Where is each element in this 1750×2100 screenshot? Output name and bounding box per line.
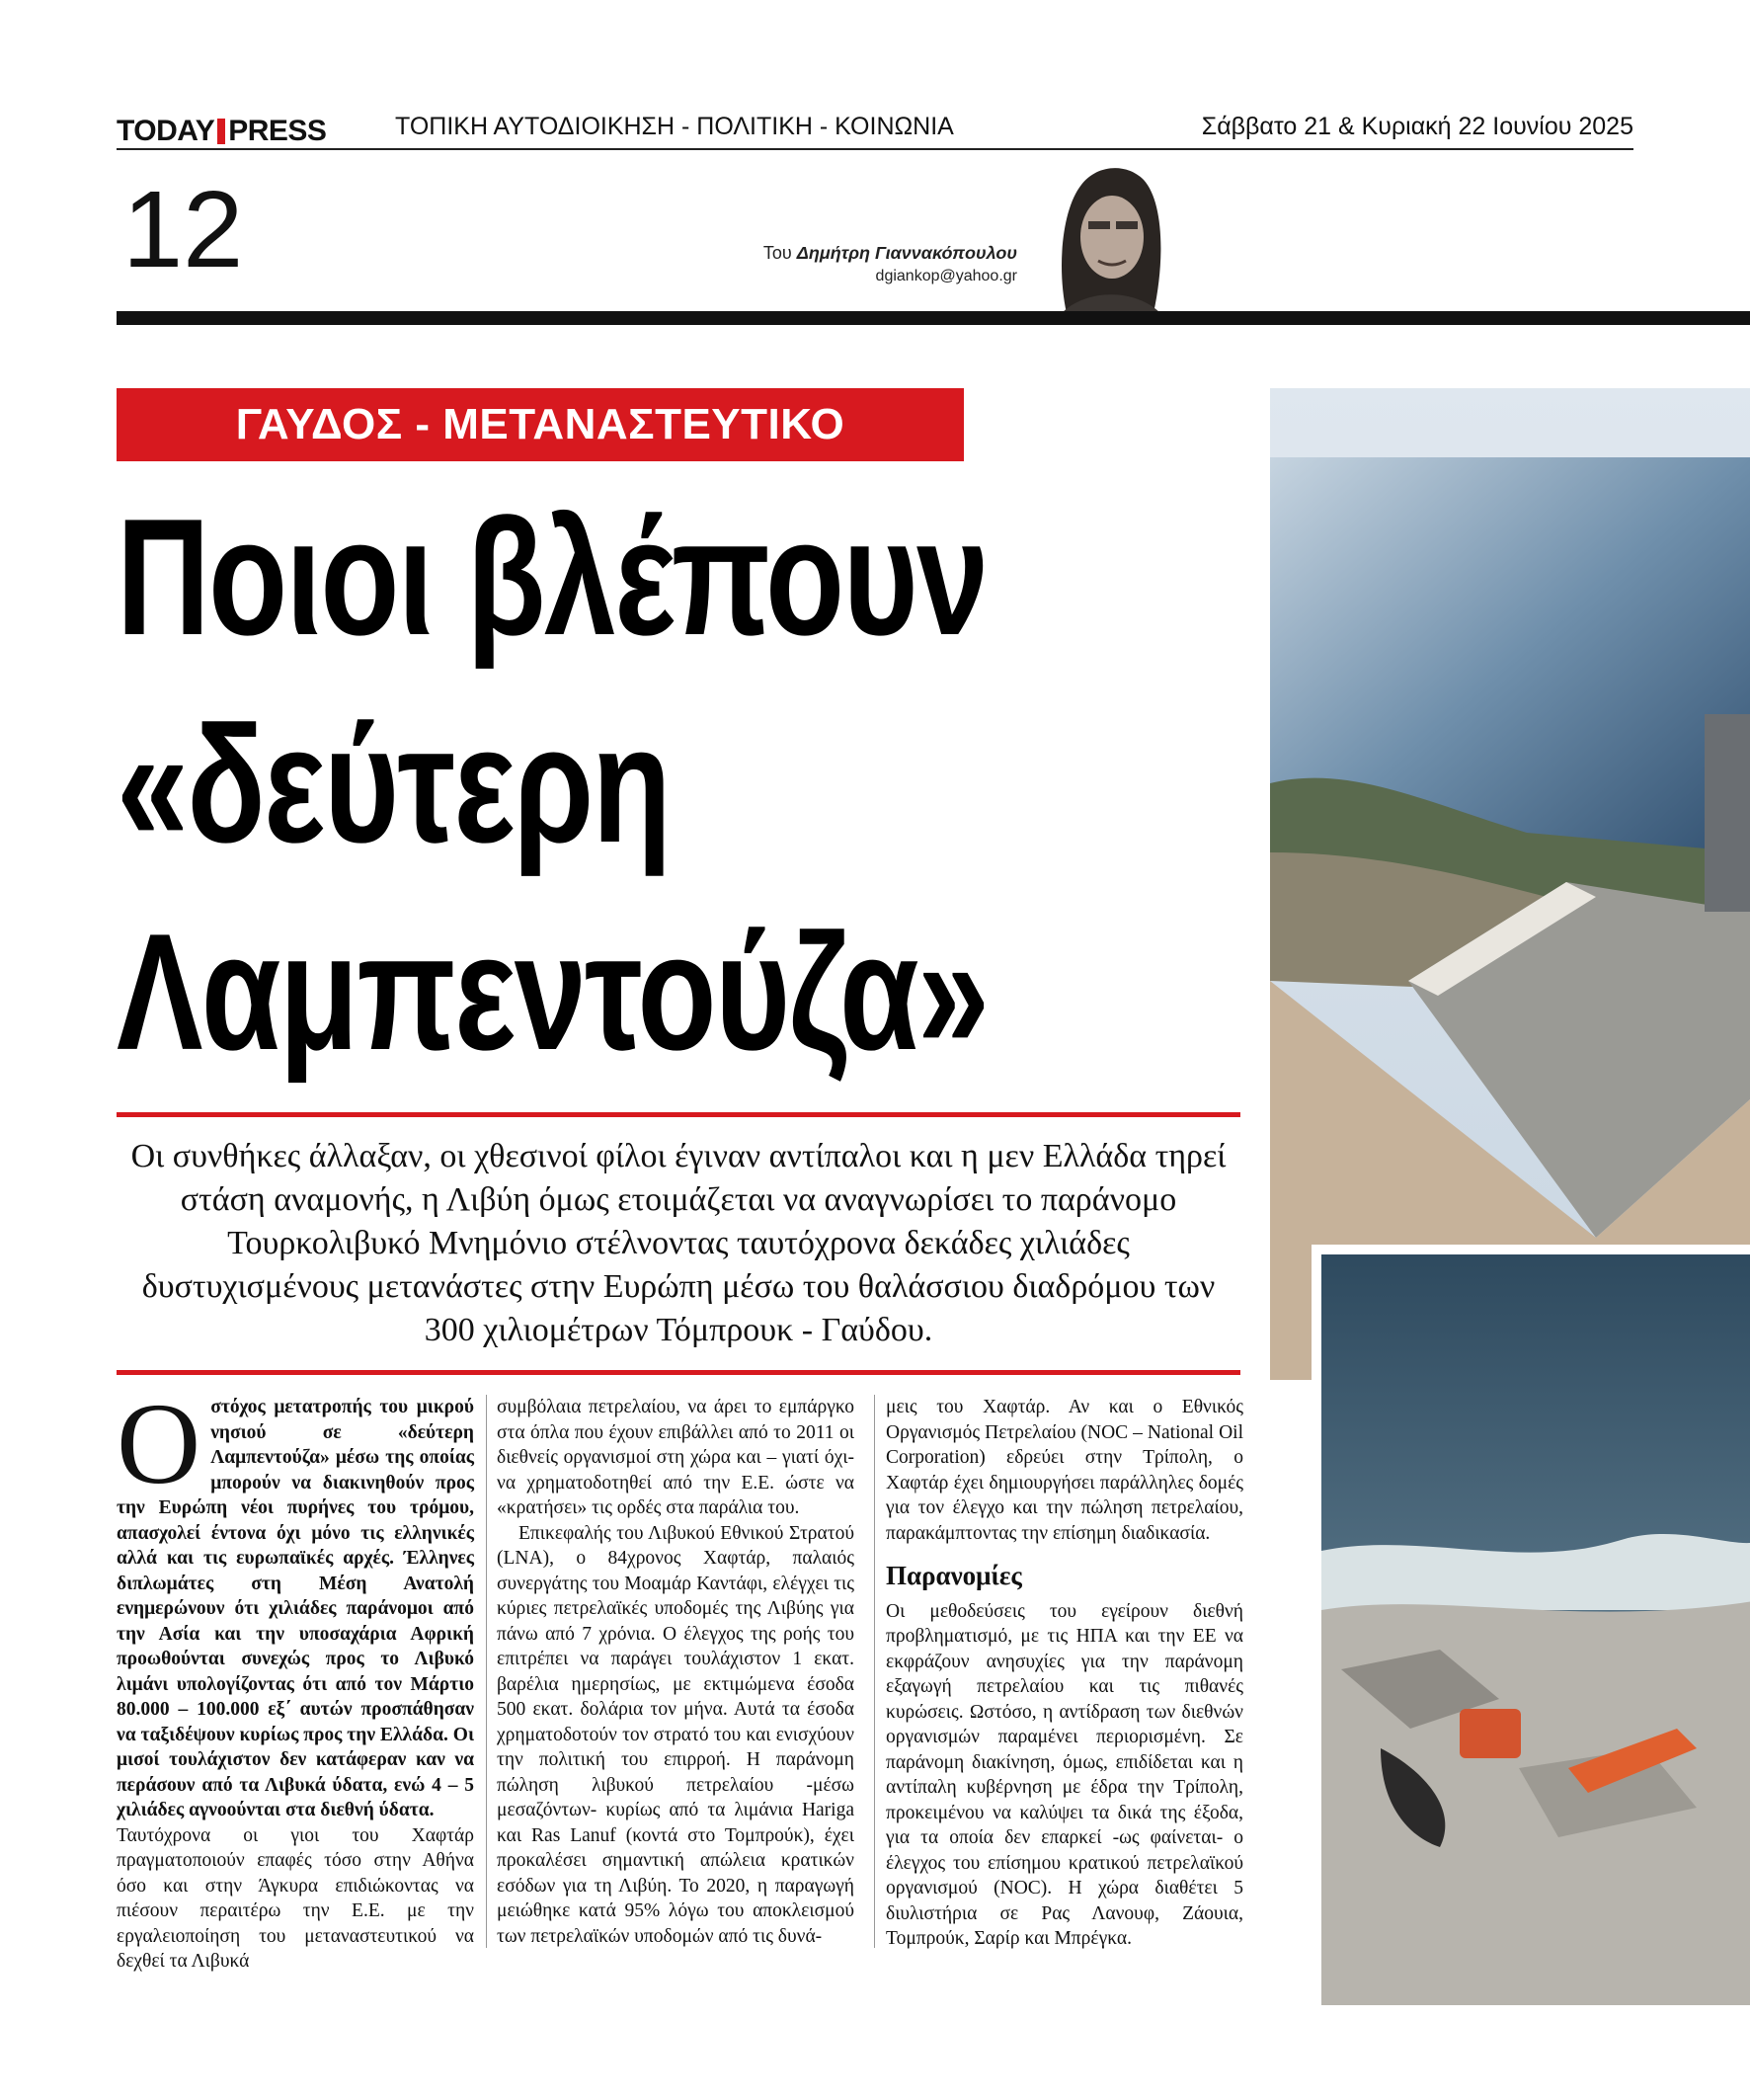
photo-coastline — [1270, 388, 1750, 1380]
drop-cap: Ο — [117, 1379, 201, 1508]
paragraph: Ταυτόχρονα οι γιοι του Χαφτάρ πραγματοποιούν επαφές τόσο στην Αθήνα όσο και στην Άγκυρα επιδιώκοντας να πιέσουν περαιτέρω την Ε.Ε. με την εργαλειοποίηση του μεταναστευτικού να δεχθεί τα Λιβυκά — [117, 1824, 474, 1972]
lead-top-rule — [117, 1112, 1240, 1117]
column-separator — [874, 1395, 875, 1948]
headline-line-1: Ποιοι βλέπουν — [117, 484, 988, 670]
section-label: ΤΟΠΙΚΗ ΑΥΤΟΔΙΟΙΚΗΣΗ - ΠΟΛΙΤΙΚΗ - ΚΟΙΝΩΝΙΑ — [395, 113, 954, 140]
body-column-2 — [497, 1395, 854, 1949]
byline-author: Δημήτρη Γιαννακόπουλου — [796, 243, 1017, 263]
lead-bottom-rule — [117, 1370, 1240, 1375]
paragraph: Επικεφαλής του Λιβυκού Εθνικού Στρατού (LNA), ο 84χρονος Χαφτάρ, παλαιός συνεργάτης του Μοαμάρ Καντάφι, ελέγχει τις κύριες πετρελαϊκές υποδομές της Λιβύης για πάνω από 7 χρόνια. Ο έλεγχος της ροής του επιτρέπει να παράγει τουλάχιστον 1 εκατ. βαρέλια ημερησίως, με εκτιμώμενα έσοδα 500 εκατ. δολάρια τον μήνα. Αυτά τα έσοδα χρηματοδοτούν τον στρατό του και ενισχύουν την πολιτική του επιρροή. Η παράνομη πώληση λιβυκού πετρελαίου -μέσω μεσαζόντων- κυρίως από τα λιμάνια Hariga και Ras Lanuf (κοντά στο Τομπρούκ), έχει προκαλέσει σημαντική απώλεια κρατικών εσόδων για τη Λιβύη. Το 2020, η παραγωγή μειώθηκε κατά 95% λόγω του αποκλεισμού των πετρελαϊκών υποδομών από τις δυνά- — [497, 1522, 854, 1947]
issue-date: Σάββατο 21 & Κυριακή 22 Ιουνίου 2025 — [1201, 113, 1633, 140]
body-column-1 — [117, 1379, 474, 1975]
logo-word-today: TODAY — [117, 115, 215, 147]
headline-line-2: «δεύτερη — [117, 691, 671, 877]
headline-line-3: Λαμπεντούζα» — [117, 899, 989, 1085]
paragraph: συμβόλαια πετρελαίου, να άρει το εμπάργκο στα όπλα που έχουν επιβάλλει από το 2011 οι διεθνείς οργανισμοί στη χώρα και – γιατί όχι- να χρηματοδοτηθεί από την Ε.Ε. ώστε να «κρατήσει» τις ορδές στα παράλια του. — [497, 1397, 854, 1518]
publication-logo — [117, 115, 326, 148]
kicker-banner: ΓΑΥΔΟΣ - ΜΕΤΑΝΑΣΤΕΥΤΙΚΟ — [117, 388, 964, 461]
paragraph: Οι μεθοδεύσεις του εγείρουν διεθνή προβληματισμό, με τις ΗΠΑ και την ΕΕ να εκφράζουν ανησυχίες για την παράνομη εξαγωγή πετρελαίου και τις πιθανές κυρώσεις. Ωστόσο, η αντίδραση των διεθνών οργανισμών παραμένει περιορισμένη. Σε παράνομη διακίνηση, όμως, επιδίδεται και η αντίπαλη κυβέρνηση με έδρα την Τρίπολη, προκειμένου να καλύψει τα δικά της έξοδα, για τα οποία δεν επαρκεί -ως φαίνεται- ο έλεγχος του επίσημου κρατικού πετρελαϊκού οργανισμού (NOC). Η χώρα διαθέτει 5 διυλιστήρια σε Ρας Λανουφ, Ζάουια, Τομπρούκ, Σαρίρ και Μπρέγκα. — [886, 1600, 1243, 1949]
paragraph: μεις του Χαφτάρ. Αν και ο Εθνικός Οργανισμός Πετρελαίου (NOC – National Oil Corporation) εδρεύει στην Τρίπολη, ο Χαφτάρ έχει δημιουργήσει παράλληλες δομές για τον έλεγχο και την πώληση πετρελαίου, παρακάμπτοντας την επίσημη διαδικασία. — [886, 1397, 1243, 1544]
author-email: dgiankop@yahoo.gr — [875, 268, 1017, 284]
column-separator — [486, 1395, 487, 1948]
author-portrait — [1027, 150, 1190, 313]
logo-separator — [217, 119, 225, 144]
opening-text: στόχος μετατροπής του μικρού νησιού σε «δεύτερη Λαμπεντούζα» μέσω της οποίας μπορούν να διακινηθούν προς την Ευρώπη νέοι πυρήνες του τρόμου, απασχολεί έντονα όχι μόνο τις ελληνικές αλλά και τις ευρωπαϊκές αρχές. Έλληνες διπλωμάτες στη Μέση Ανατολή ενημερώνουν ότι χιλιάδες παράνομοι από την Ασία και την υποσαχάρια Αφρική προωθούνται συνεχώς προς το Λιβυκό λιμάνι υπολογίζοντας ότι από τον Μάρτιο 80.000 – 100.000 εξ΄ αυτών προσπάθησαν να ταξιδέψουν κυρίως προς την Ελλάδα. Οι μισοί τουλάχιστον δεν κατάφεραν καν να περάσουν από τα Λιβυκά ύδατα, ενώ 4 – 5 χιλιάδες αγνοούνται στα διεθνή ύδατα. — [117, 1397, 474, 1820]
photo-rocky-shore — [1312, 1245, 1750, 2005]
heavy-divider — [117, 311, 1750, 325]
page-number: 12 — [122, 169, 244, 290]
logo-word-press: PRESS — [228, 115, 327, 147]
byline — [691, 243, 1017, 264]
header-rule — [117, 148, 1633, 150]
subheading: Παρανομίες — [886, 1561, 1022, 1590]
opening-paragraph — [117, 1379, 474, 1823]
body-column-3 — [886, 1395, 1243, 1952]
lead-paragraph: Οι συνθήκες άλλαξαν, οι χθεσινοί φίλοι έγιναν αντίπαλοι και η μεν Ελλάδα τηρεί στάση αναμονής, η Λιβύη όμως ετοιμάζεται να αναγνωρίσει το παράνομο Τουρκολιβυκό Μνημόνιο στέλνοντας ταυτόχρονα δεκάδες χιλιάδες δυστυχισμένους μετανάστες στην Ευρώπη μέσω του θαλάσσιου διαδρόμου των 300 χιλιομέτρων Τόμπρουκ - Γαύδου. — [130, 1138, 1227, 1348]
byline-prefix: Του — [762, 243, 797, 263]
